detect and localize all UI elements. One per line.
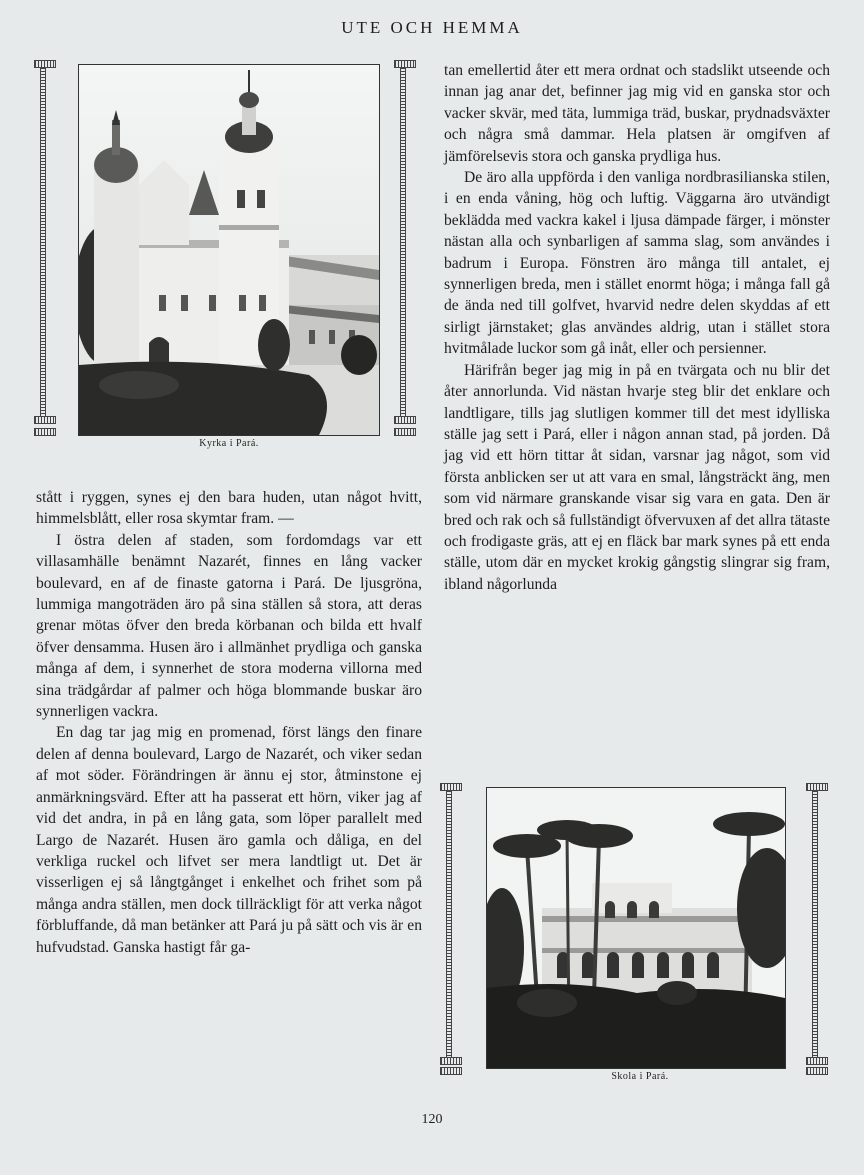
left-ornament (440, 783, 462, 1073)
left-ornament (34, 60, 56, 440)
right-ornament (394, 60, 416, 440)
running-header: UTE OCH HEMMA (341, 18, 523, 37)
school-figure (440, 783, 832, 1088)
page-number: 120 (421, 1112, 443, 1127)
school-caption: Skola i Pará. (611, 1071, 669, 1082)
right-paragraph-3: Härifrån beger jag mig in på en tvärgata och nu blir det åter annorlunda. Vid nästan hvarje steg blir det enklare och landtligare, tills jag slutligen kommer till det mest idylliska ställe jag sett i Pará, eller i någon annan stad, på jorden. Då jag vid ett hörn tittar åt sidan, varsnar jag något, som vid första anblicken ser ut att vara en smal, långsträckt äng, men som vid närmare granskande visar sig vara en gata. Den är bred och rak och så fullständigt öfvervuxen af det allra tätaste och frodigaste gräs, att ej en fläck bar mark synes på ett enda ställe, utom där en mycket krokig gångstig slingrar sig fram, ibland någorlunda (444, 361, 830, 593)
church-photo (78, 64, 380, 436)
church-caption: Kyrka i Pará. (199, 438, 259, 449)
left-column (36, 487, 422, 958)
right-paragraph-2: De äro alla uppförda i den vanliga nordbrasilianska stilen, i en enda våning, hög och luftig. Väggarna äro utvändigt beklädda med vackra kakel i ljusa dämpade färger, i mönster nästan alla och synbarligen af samma slag, som användes i badrum i Europa. Fönstren äro många till antalet, ej synnerligen breda, men i stället enormt höga; i många fall gå de ända ned till golfvet, hvarvid nedre delen skyddas af ett sirligt järnstaket; glas användes aldrig, utan i stället stora hvitmålade luckor som gå inåt, eller och persienner. (444, 169, 830, 358)
church-figure (34, 60, 424, 455)
school-photo (486, 787, 786, 1069)
right-column (444, 60, 830, 595)
left-paragraph-1: stått i ryggen, synes ej den bara huden, utan något hvitt, himmelsblått, eller rosa skymtar fram. — (36, 489, 422, 528)
right-ornament (806, 783, 828, 1073)
left-paragraph-2: I östra delen af staden, som fordomdags var ett villasamhälle benämnt Nazarét, finnes en lång vacker boulevard, en af de finaste gatorna i Pará. De ljusgröna, lummiga mangoträden äro på sina ställen så stora, att deras grenar mötas öfver den breda körbanan och bilda ett hvalf öfver densamma. Husen äro i allmänhet prydliga och ganska många af dem, i synnerhet de stora moderna villorna med sina trädgårdar af palmer och höga blommande buskar äro synnerligen vackra. (36, 531, 422, 721)
right-paragraph-1: tan emellertid åter ett mera ordnat och stadslikt utseende och innan jag anar det, befinner jag mig vid en ganska stor och vacker skvär, med täta, lummiga träd, buskar, prydnadsväxter och några små dammar. Hela platsen är omgifven af jämförelsevis stora och ganska prydliga hus. (444, 62, 830, 165)
left-paragraph-3: En dag tar jag mig en promenad, först längs den finare delen af denna boulevard, Largo de Nazarét, och viker sedan af mot söder. Förändringen är ännu ej stor, åtminstone ej anmärkningsvärd. Efter att ha passerat ett hörn, viker jag af vid det andra, in på en lång gata, som löper parallelt med Largo de Nazarét. Husen äro gamla och dåliga, en del verkliga ruckel och lifvet ser mera landtligt ut. Det är visserligen ej så långtgånget i enkelhet och frihet som på många andra ställen, men dock tillräckligt för att verka något förbluffande, då man betänker att Pará ju på sätt och vis är en hufvudstad. Ganska hastigt får ga- (36, 724, 422, 956)
